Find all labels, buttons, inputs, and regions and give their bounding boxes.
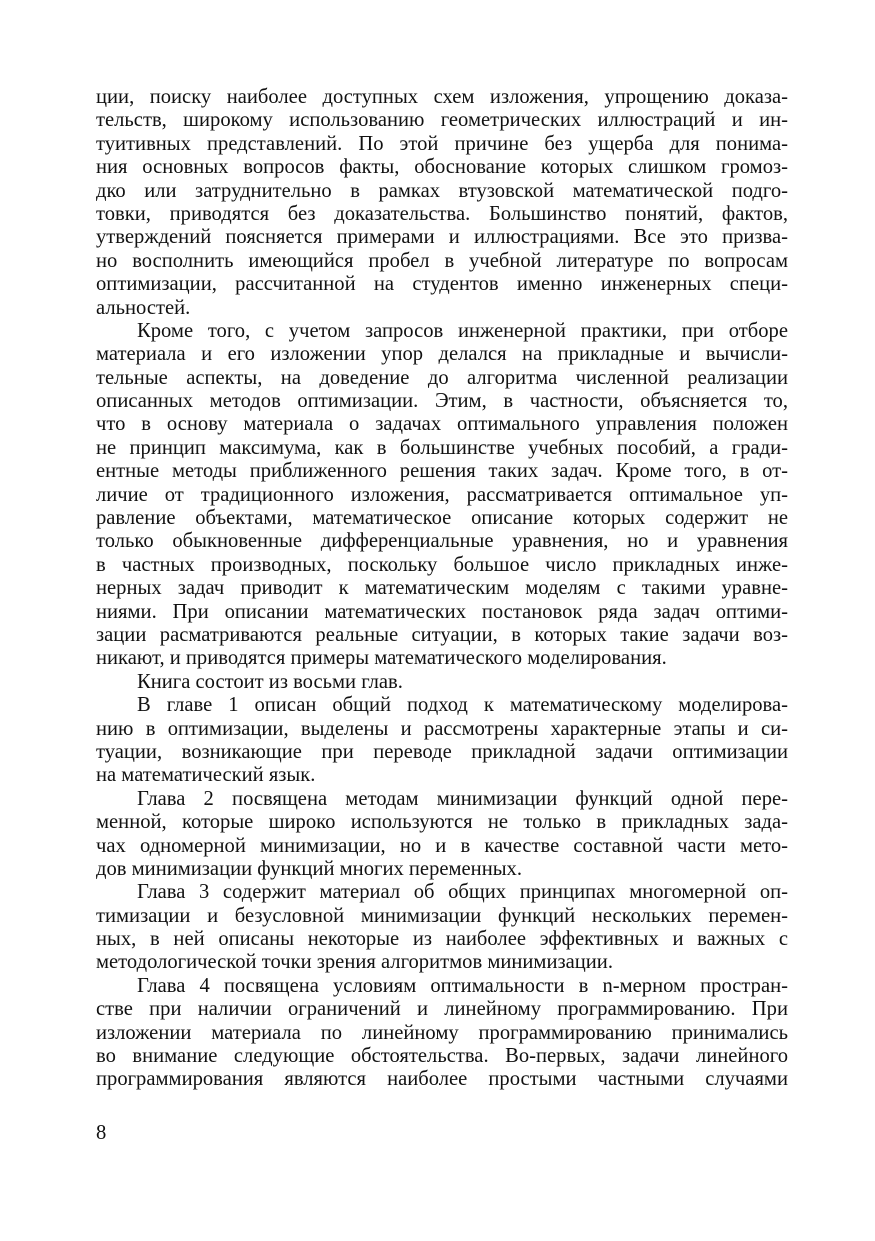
text-line: методологической точки зрения алгоритмов минимизации.	[96, 951, 613, 974]
paragraph	[96, 694, 788, 788]
text-line: личие от традиционного изложения, рассматривается оптимальное уп-	[96, 483, 788, 506]
text-line: тельные аспекты, на доведение до алгоритма численной реализации	[96, 366, 788, 389]
paragraph	[96, 86, 788, 320]
paragraph	[96, 881, 788, 975]
text-line: ции, поиску наиболее доступных схем изложения, упрощению доказа-	[96, 86, 788, 108]
text-line: Кроме того, с учетом запросов инженерной практики, при отборе	[137, 319, 788, 342]
text-line: Глава 4 посвящена условиям оптимальности в n-мерном простран-	[137, 974, 788, 997]
page-number: 8	[96, 1122, 107, 1144]
paragraph	[96, 788, 788, 882]
paragraph	[96, 320, 788, 671]
text-line: никают, и приводятся примеры математического моделирования.	[96, 647, 667, 670]
text-line: тимизации и безусловной минимизации функций нескольких перемен-	[96, 904, 788, 927]
text-line: Глава 2 посвящена методам минимизации функций одной пере-	[137, 787, 788, 810]
text-line: менной, которые широко используются не только в прикладных зада-	[96, 811, 788, 834]
paragraph	[96, 975, 788, 1092]
text-line: оптимизации, рассчитанной на студентов именно инженерных специ-	[96, 273, 788, 296]
text-line: но восполнить имеющийся пробел в учебной литературе по вопросам	[96, 249, 788, 272]
paragraph	[96, 671, 788, 694]
text-line: ния основных вопросов факты, обоснование которых слишком громоз-	[96, 156, 788, 179]
text-line: туитивных представлений. По этой причине без ущерба для понима-	[96, 132, 788, 155]
text-line: тельств, широкому использованию геометрических иллюстраций и ин-	[96, 109, 788, 132]
text-line: что в основу материала о задачах оптимального управления положен	[96, 413, 788, 436]
text-line: Книга состоит из восьми глав.	[137, 670, 403, 693]
text-line: стве при наличии ограничений и линейному программированию. При	[96, 998, 788, 1021]
text-line: товки, приводятся без доказательства. Большинство понятий, фактов,	[96, 202, 788, 225]
text-line: описанных методов оптимизации. Этим, в частности, объясняется то,	[96, 390, 788, 413]
page-body	[96, 86, 788, 1092]
text-line: ниями. При описании математических постановок ряда задач оптими-	[96, 600, 788, 623]
text-line: ентные методы приближенного решения таких задач. Кроме того, в от-	[96, 460, 788, 483]
text-line: во внимание следующие обстоятельства. Во-первых, задачи линейного	[96, 1045, 788, 1068]
text-line: только обыкновенные дифференциальные уравнения, но и уравнения	[96, 530, 788, 553]
text-line: программирования являются наиболее простыми частными случаями	[96, 1068, 788, 1091]
text-line: Глава 3 содержит материал об общих принципах многомерной оп-	[137, 881, 788, 904]
text-line: альностей.	[96, 296, 191, 319]
text-line: равление объектами, математическое описание которых содержит не	[96, 507, 788, 530]
text-line: утверждений поясняется примерами и иллюстрациями. Все это призва-	[96, 226, 788, 249]
text-line: нерных задач приводит к математическим моделям с такими уравне-	[96, 577, 788, 600]
text-line: дов минимизации функций многих переменных.	[96, 857, 523, 880]
text-line: В главе 1 описан общий подход к математическому моделирова-	[137, 694, 788, 717]
text-line: на математический язык.	[96, 764, 316, 787]
text-line: в частных производных, поскольку большое число прикладных инже-	[96, 553, 788, 576]
text-line: чах одномерной минимизации, но и в качестве составной части мето-	[96, 834, 788, 857]
text-line: материала и его изложении упор делался на прикладные и вычисли-	[96, 343, 788, 366]
text-line: не принцип максимума, как в большинстве учебных пособий, а гради-	[96, 436, 788, 459]
text-line: ных, в ней описаны некоторые из наиболее эффективных и важных с	[96, 928, 788, 951]
text-line: изложении материала по линейному программированию принимались	[96, 1021, 788, 1044]
text-line: туации, возникающие при переводе прикладной задачи оптимизации	[96, 740, 788, 763]
text-line: дко или затруднительно в рамках втузовской математической подго-	[96, 179, 788, 202]
text-line: нию в оптимизации, выделены и рассмотрены характерные этапы и си-	[96, 717, 788, 740]
text-line: зации расматриваются реальные ситуации, в которых такие задачи воз-	[96, 623, 788, 646]
